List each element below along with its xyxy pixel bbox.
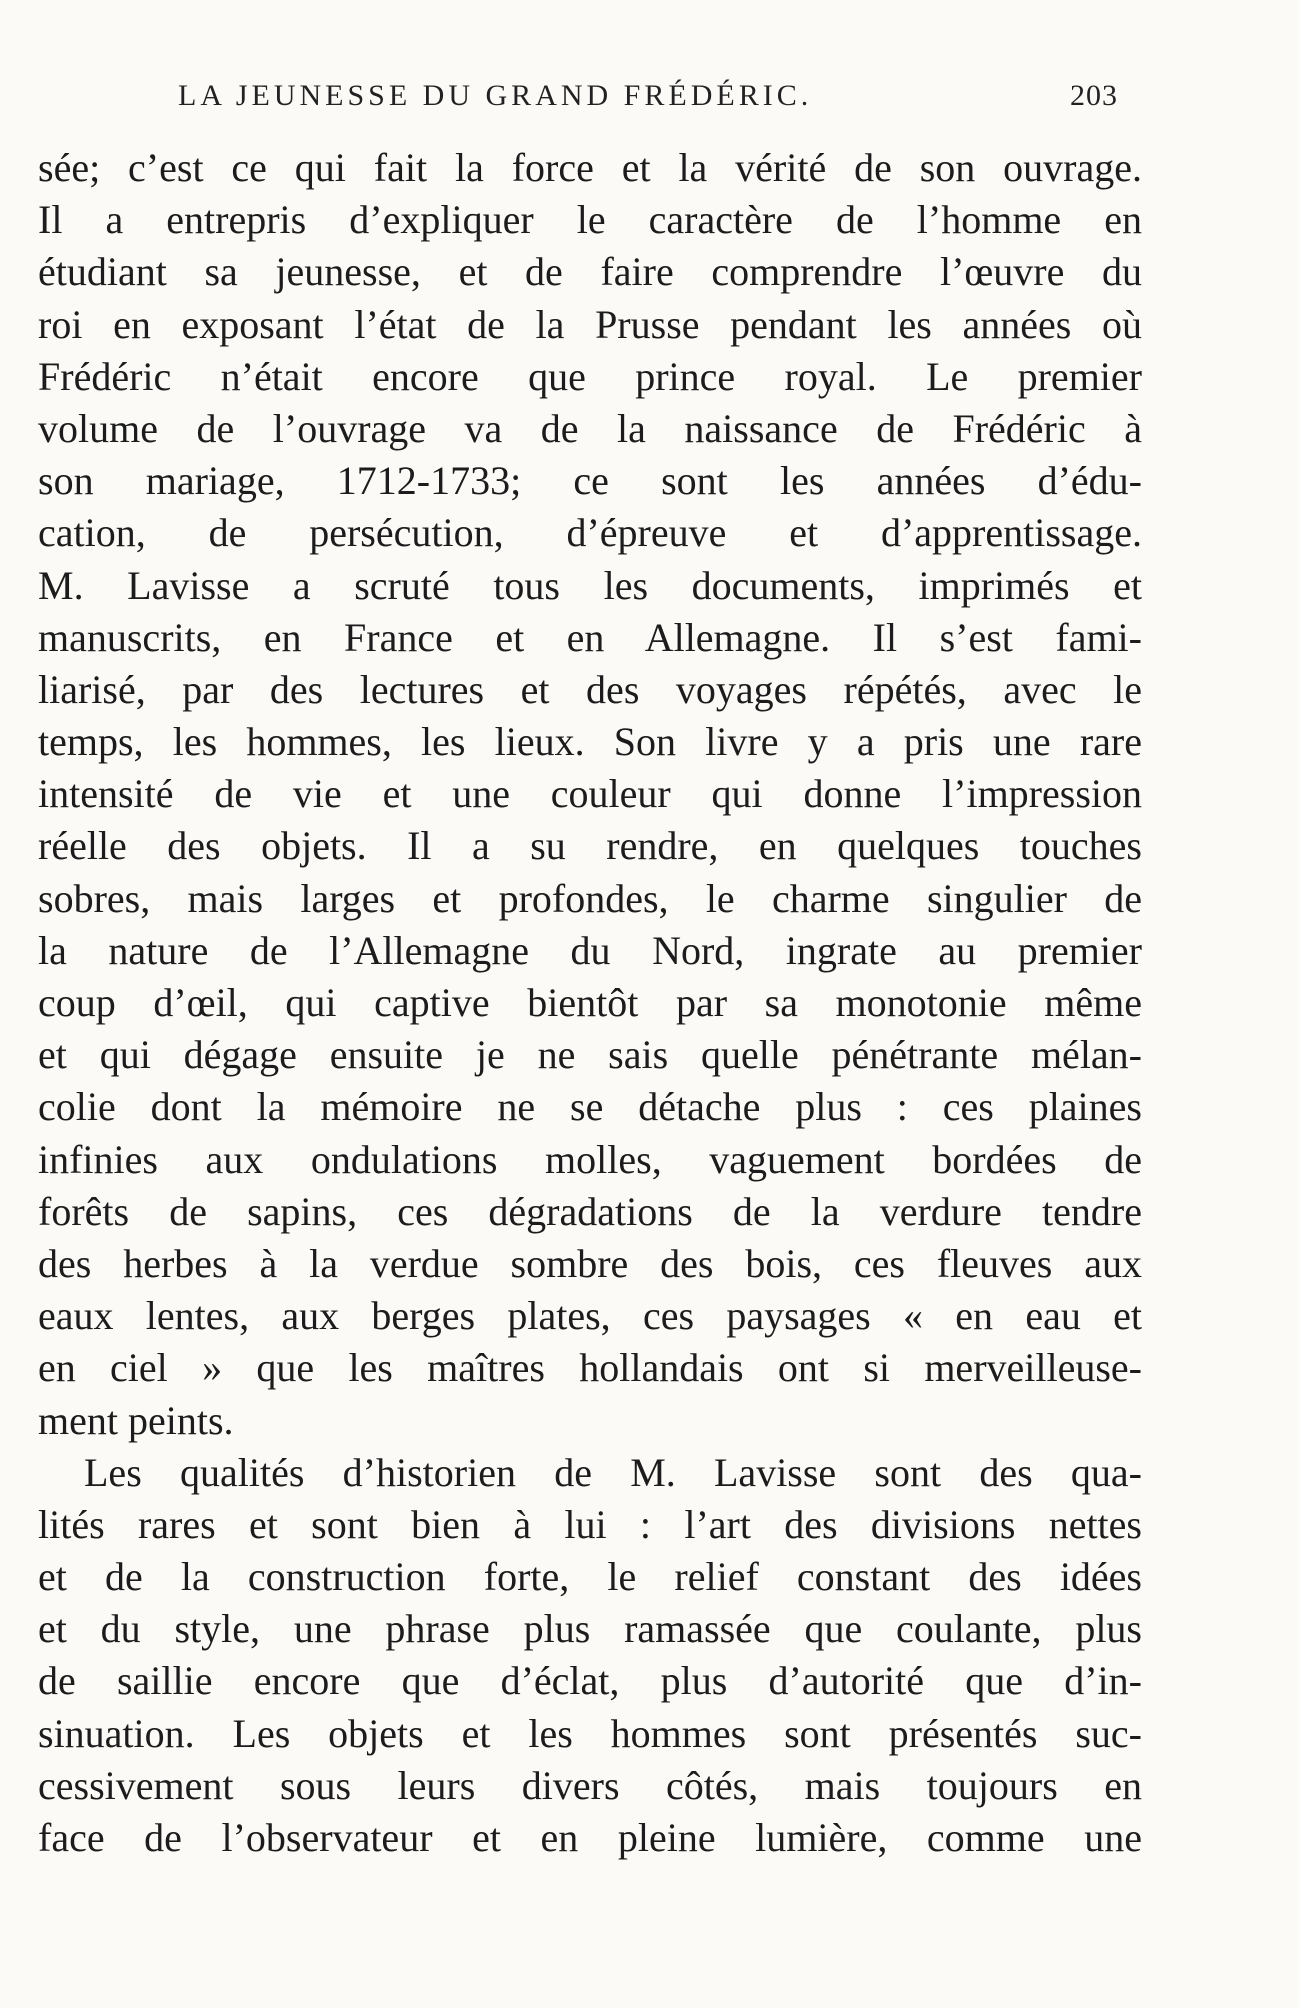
running-head [178, 72, 1118, 120]
text-line: liarisé, par des lectures et des voyages répétés, avec le [38, 666, 1142, 712]
body-text [38, 142, 1142, 1864]
text-line: forêts de sapins, ces dégradations de la verdure tendre [38, 1188, 1142, 1234]
text-line: sinuation. Les objets et les hommes sont présentés suc- [38, 1710, 1142, 1756]
text-line: manuscrits, en France et en Allemagne. Il s’est fami- [38, 614, 1142, 660]
text-line: eaux lentes, aux berges plates, ces paysages « en eau et [38, 1293, 1142, 1339]
text-line: lités rares et sont bien à lui : l’art des divisions nettes [38, 1501, 1142, 1547]
text-line: et de la construction forte, le relief constant des idées [38, 1554, 1142, 1600]
text-line: intensité de vie et une couleur qui donne l’impression [38, 771, 1142, 817]
text-line: des herbes à la verdue sombre des bois, ces fleuves aux [38, 1240, 1142, 1286]
text-line: son mariage, 1712-1733; ce sont les années d’édu- [38, 458, 1142, 504]
text-line: sobres, mais larges et profondes, le charme singulier de [38, 875, 1142, 921]
running-title: LA JEUNESSE DU GRAND FRÉDÉRIC. [178, 79, 813, 112]
text-line: Il a entrepris d’expliquer le caractère de l’homme en [38, 197, 1142, 243]
text-line: infinies aux ondulations molles, vaguement bordées de [38, 1136, 1142, 1182]
text-line: volume de l’ouvrage va de la naissance de Frédéric à [38, 405, 1142, 451]
text-line: temps, les hommes, les lieux. Son livre y a pris une rare [38, 719, 1142, 765]
text-line: coup d’œil, qui captive bientôt par sa monotonie même [38, 980, 1142, 1025]
text-line: en ciel » que les maîtres hollandais ont si merveilleuse- [38, 1345, 1142, 1391]
text-line: et qui dégage ensuite je ne sais quelle pénétrante mélan- [38, 1032, 1142, 1078]
text-line: étudiant sa jeunesse, et de faire comprendre l’œuvre du [38, 249, 1142, 295]
text-line: Les qualités d’historien de M. Lavisse sont des qua- [84, 1449, 1142, 1495]
text-line: et du style, une phrase plus ramassée que coulante, plus [38, 1606, 1142, 1652]
text-line: cessivement sous leurs divers côtés, mais toujours en [38, 1762, 1142, 1808]
text-line: colie dont la mémoire ne se détache plus : ces plaines [38, 1084, 1142, 1130]
text-line: la nature de l’Allemagne du Nord, ingrate au premier [38, 927, 1142, 973]
text-line: roi en exposant l’état de la Prusse pendant les années où [38, 301, 1142, 347]
text-line: réelle des objets. Il a su rendre, en quelques touches [38, 823, 1142, 869]
text-line: cation, de persécution, d’épreuve et d’apprentissage. [38, 510, 1142, 556]
text-line: face de l’observateur et en pleine lumière, comme une [38, 1815, 1142, 1860]
text-line: Frédéric n’était encore que prince royal. Le premier [38, 353, 1142, 399]
page-number: 203 [1070, 79, 1118, 112]
text-line: sée; c’est ce qui fait la force et la vérité de son ouvrage. [38, 145, 1142, 190]
text-line: de saillie encore que d’éclat, plus d’autorité que d’in- [38, 1658, 1142, 1704]
text-line: M. Lavisse a scruté tous les documents, imprimés et [38, 562, 1142, 608]
text-line: ment peints. [38, 1397, 234, 1443]
